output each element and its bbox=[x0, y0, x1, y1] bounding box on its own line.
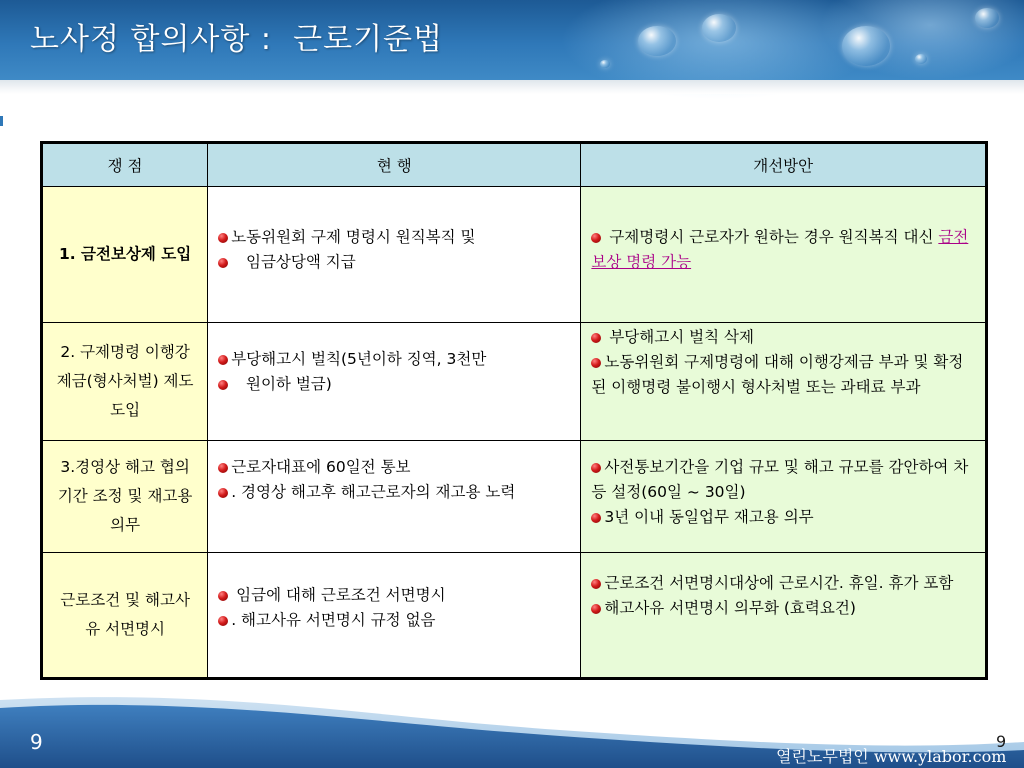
comparison-table bbox=[40, 141, 988, 680]
improvement-cell bbox=[581, 323, 987, 441]
highlighted-link-text[interactable]: 금전보상 명령 가능 bbox=[591, 228, 969, 271]
bubble-decoration bbox=[975, 8, 999, 28]
list-item: 부당해고시 벌칙 삭제 bbox=[591, 325, 975, 350]
current-cell bbox=[208, 441, 581, 553]
column-header-improvement: 개선방안 bbox=[581, 143, 987, 187]
list-item: 해고사유 서면명시 의무화 (효력요건) bbox=[591, 596, 975, 621]
slide-title: 노사정 합의사항 : 근로기준법 bbox=[30, 22, 444, 57]
list-item: 임금상당액 지급 bbox=[218, 250, 570, 275]
bubble-decoration bbox=[600, 60, 610, 68]
list-item: 사전통보기간을 기업 규모 및 해고 규모를 감안하여 차등 설정(60일 ~ 30일) bbox=[591, 458, 969, 501]
red-bullet-icon bbox=[218, 591, 228, 601]
red-bullet-icon bbox=[218, 233, 228, 243]
red-bullet-icon bbox=[218, 258, 228, 268]
improvement-cell bbox=[581, 441, 987, 553]
list-item: . 해고사유 서면명시 규정 없음 bbox=[218, 608, 570, 633]
title-banner bbox=[0, 0, 1024, 80]
current-cell bbox=[208, 553, 581, 679]
header-divider bbox=[0, 80, 1024, 94]
list-item: 근로조건 서면명시대상에 근로시간. 휴일. 휴가 포함 bbox=[591, 571, 975, 596]
red-bullet-icon bbox=[218, 355, 228, 365]
list-item: 노동위원회 구제 명령시 원직복직 및 bbox=[218, 225, 570, 250]
table-header-row bbox=[42, 143, 987, 187]
list-item: 근로자대표에 60일전 통보 bbox=[218, 455, 570, 480]
red-bullet-icon bbox=[591, 604, 601, 614]
issue-cell: 3.경영상 해고 협의기간 조정 및 재고용 의무 bbox=[42, 441, 208, 553]
table-row bbox=[42, 323, 987, 441]
improvement-cell bbox=[581, 553, 987, 679]
list-item: 3년 이내 동일업무 재고용 의무 bbox=[591, 505, 975, 530]
improvement-cell bbox=[581, 187, 987, 323]
bubble-decoration bbox=[842, 26, 890, 66]
red-bullet-icon bbox=[591, 513, 601, 523]
column-header-current: 현 행 bbox=[208, 143, 581, 187]
bubble-decoration bbox=[915, 54, 927, 64]
red-bullet-icon bbox=[591, 333, 601, 343]
list-item: . 경영상 해고후 해고근로자의 재고용 노력 bbox=[218, 480, 570, 505]
issue-cell: 2. 구제명령 이행강제금(형사처벌) 제도 도입 bbox=[42, 323, 208, 441]
table-row bbox=[42, 553, 987, 679]
table-row bbox=[42, 441, 987, 553]
table-row bbox=[42, 187, 987, 323]
red-bullet-icon bbox=[591, 233, 601, 243]
current-cell bbox=[208, 323, 581, 441]
red-bullet-icon bbox=[218, 488, 228, 498]
bubble-decoration bbox=[638, 26, 676, 56]
red-bullet-icon bbox=[218, 616, 228, 626]
red-bullet-icon bbox=[591, 358, 601, 368]
list-item: 임금에 대해 근로조건 서면명시 bbox=[218, 583, 570, 608]
column-header-issue: 쟁 점 bbox=[42, 143, 208, 187]
red-bullet-icon bbox=[591, 579, 601, 589]
bubble-decoration bbox=[702, 14, 736, 42]
red-bullet-icon bbox=[218, 380, 228, 390]
issue-cell: 근로조건 및 해고사유 서면명시 bbox=[42, 553, 208, 679]
page-number: 9 bbox=[30, 730, 43, 754]
list-item: 원이하 벌금) bbox=[218, 372, 570, 397]
red-bullet-icon bbox=[218, 463, 228, 473]
brand-text: 열린노무법인 www.ylabor.com bbox=[776, 747, 1007, 766]
side-mark bbox=[0, 116, 3, 126]
issue-cell: 1. 금전보상제 도입 bbox=[42, 187, 208, 323]
list-item: 구제명령시 근로자가 원하는 경우 원직복직 대신 금전보상 명령 가능 bbox=[591, 228, 969, 271]
page-number-secondary: 9 bbox=[996, 732, 1007, 751]
current-cell bbox=[208, 187, 581, 323]
list-item: 노동위원회 구제명령에 대해 이행강제금 부과 및 확정된 이행명령 불이행시 형사처벌 또는 과태료 부과 bbox=[591, 353, 964, 396]
list-item: 부당해고시 벌칙(5년이하 징역, 3천만 bbox=[218, 347, 570, 372]
red-bullet-icon bbox=[591, 463, 601, 473]
